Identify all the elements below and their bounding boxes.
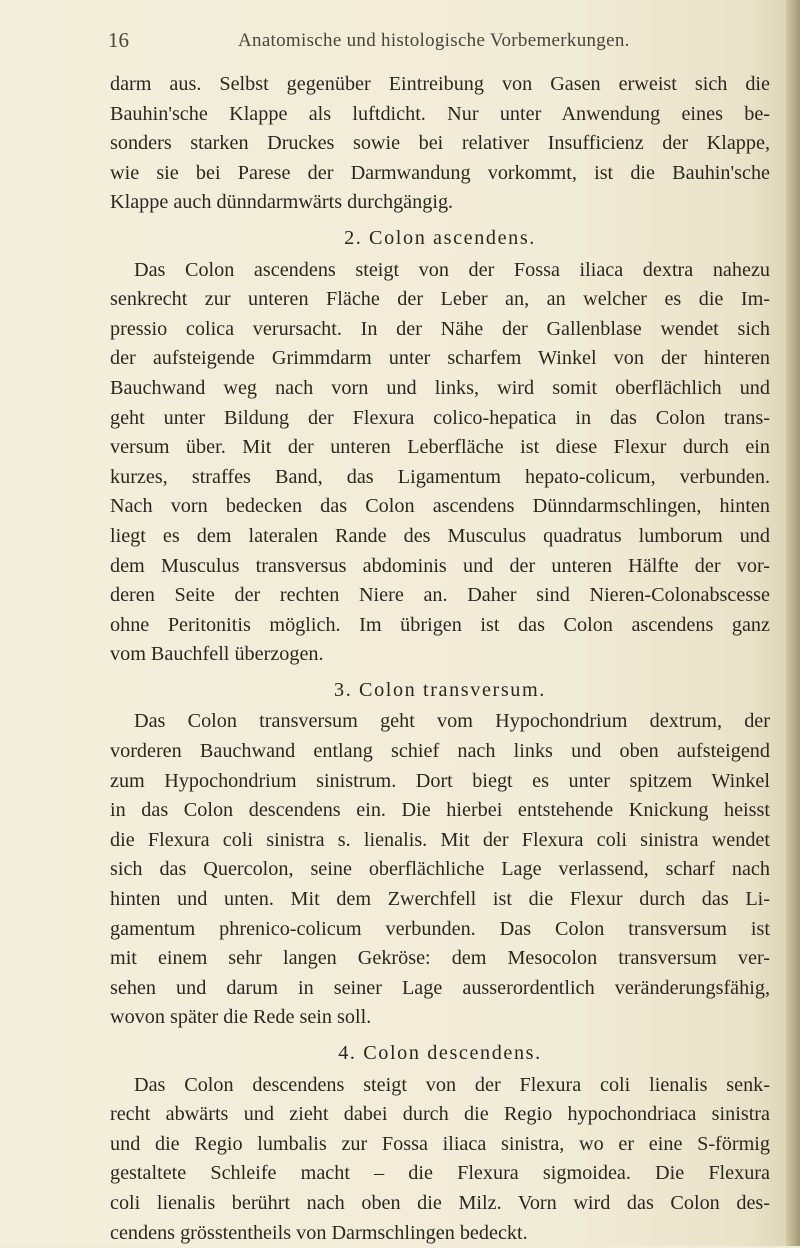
text-line: Nach vorn bedecken das Colon ascendens Dünndarmschlingen, hinten — [110, 495, 770, 518]
text-line: ohne Peritonitis möglich. Im übrigen ist das Colon ascendens ganz — [110, 613, 770, 636]
text-line: senkrecht zur unteren Fläche der Leber an, an welcher es die Im- — [110, 288, 770, 311]
running-head: Anatomische und histologische Vorbemerkungen. — [238, 30, 630, 51]
text-line: vorderen Bauchwand entlang schief nach links und oben aufsteigend — [110, 740, 770, 763]
text-line: sonders starken Druckes sowie bei relativer Insufficienz der Klappe, — [110, 132, 770, 155]
text-line: deren Seite der rechten Niere an. Daher sind Nieren-Colonabscesse — [110, 584, 770, 607]
text-line: wovon später die Rede sein soll. — [110, 1006, 372, 1029]
text-line: Das Colon ascendens steigt von der Fossa iliaca dextra nahezu — [134, 258, 770, 281]
text-line: kurzes, straffes Band, das Ligamentum hepato-colicum, verbunden. — [110, 465, 770, 488]
text-line: dem Musculus transversus abdominis und der unteren Hälfte der vor- — [110, 554, 770, 577]
text-line: vom Bauchfell überzogen. — [110, 643, 324, 666]
text-line: coli lienalis berührt nach oben die Milz. Vorn wird das Colon des- — [110, 1191, 770, 1214]
page-number: 16 — [108, 28, 129, 52]
page-body — [110, 70, 770, 1248]
text-line: Klappe auch dünndarmwärts durchgängig. — [110, 191, 454, 214]
text-line: zum Hypochondrium sinistrum. Dort biegt es unter spitzem Winkel — [110, 769, 770, 792]
page-edge — [786, 0, 800, 1246]
text-line: wie sie bei Parese der Darmwandung vorkommt, ist die Bauhin'sche — [110, 161, 770, 184]
text-line: cendens grösstentheils von Darmschlingen bedeckt. — [110, 1221, 528, 1244]
text-line: pressio colica verursacht. In der Nähe der Gallenblase wendet sich — [110, 317, 770, 340]
section-paragraph — [110, 256, 770, 670]
text-line: in das Colon descendens ein. Die hierbei entstehende Knickung heisst — [110, 799, 770, 822]
text-line: und die Regio lumbalis zur Fossa iliaca sinistra, wo er eine S-förmig — [110, 1132, 770, 1155]
section-heading: 3. Colon transversum. — [334, 678, 546, 701]
text-line: liegt es dem lateralen Rande des Musculus quadratus lumborum und — [110, 524, 770, 547]
text-line: mit einem sehr langen Gekröse: dem Mesocolon transversum ver- — [110, 947, 770, 970]
section-paragraph — [110, 707, 770, 1033]
text-line: der aufsteigende Grimmdarm unter scharfem Winkel von der hinteren — [110, 347, 770, 370]
text-line: recht abwärts und zieht dabei durch die Regio hypochondriaca sinistra — [110, 1103, 770, 1126]
text-line: sehen und darum in seiner Lage ausserordentlich veränderungsfähig, — [110, 976, 770, 999]
section-paragraph — [110, 1071, 770, 1248]
text-line: gamentum phrenico-colicum verbunden. Das Colon transversum ist — [110, 917, 770, 940]
text-line: Bauchwand weg nach vorn und links, wird somit oberflächlich und — [110, 376, 770, 399]
text-line: Bauhin'sche Klappe als luftdicht. Nur unter Anwendung eines be- — [110, 102, 770, 125]
text-line: hinten und unten. Mit dem Zwerchfell ist die Flexur durch das Li- — [110, 888, 770, 911]
section-heading: 4. Colon descendens. — [338, 1042, 542, 1064]
intro-paragraph — [110, 70, 770, 218]
text-line: Das Colon descendens steigt von der Flexura coli lienalis senk- — [134, 1073, 770, 1096]
text-line: sich das Quercolon, seine oberflächliche Lage verlassend, scharf nach — [110, 858, 770, 881]
text-line: Das Colon transversum geht vom Hypochondrium dextrum, der — [134, 710, 770, 733]
text-line: gestaltete Schleife macht – die Flexura sigmoidea. Die Flexura — [110, 1162, 770, 1185]
text-line: die Flexura coli sinistra s. lienalis. Mit der Flexura coli sinistra wendet — [110, 828, 770, 851]
section-heading: 2. Colon ascendens. — [344, 226, 536, 249]
text-line: versum über. Mit der unteren Leberfläche ist diese Flexur durch ein — [110, 436, 770, 459]
page-header — [108, 28, 708, 54]
text-line: darm aus. Selbst gegenüber Eintreibung von Gasen erweist sich die — [110, 73, 770, 95]
text-line: geht unter Bildung der Flexura colico-hepatica in das Colon trans- — [110, 406, 770, 429]
